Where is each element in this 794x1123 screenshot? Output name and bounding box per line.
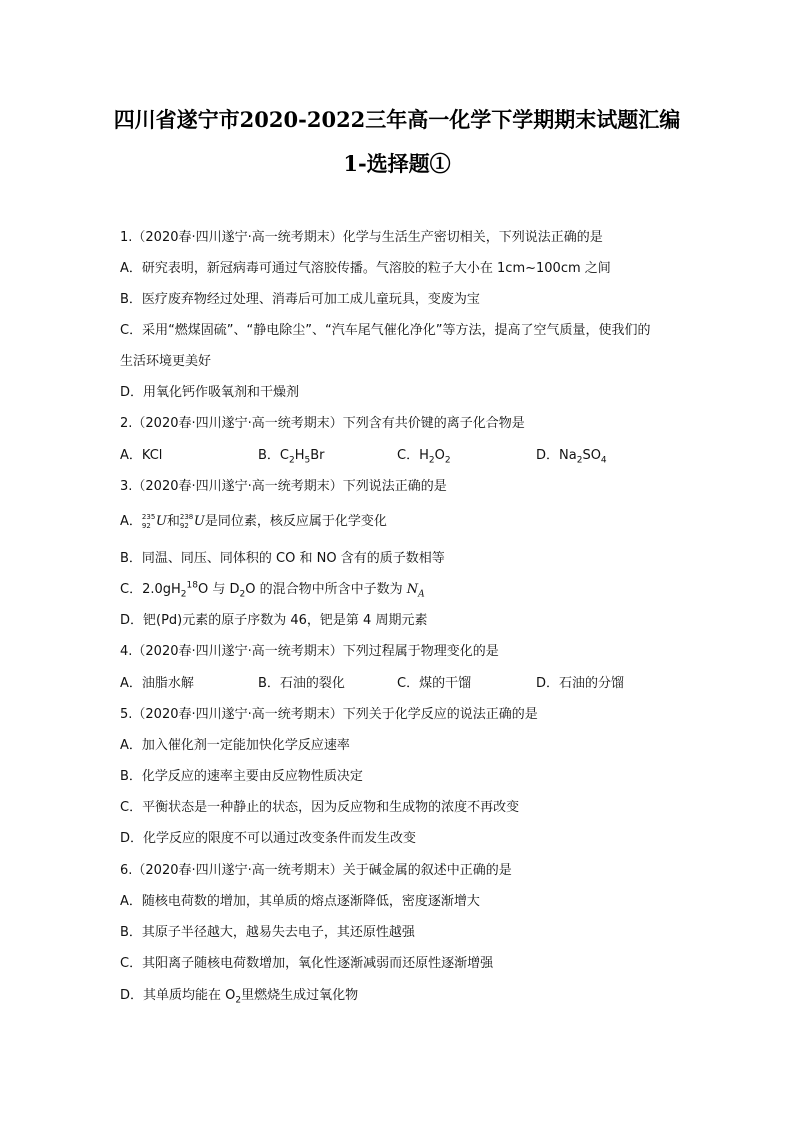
q1-option-b: B．医疗废弃物经过处理、消毒后可加工成儿童玩具，变废为宝 [120, 292, 480, 307]
q2-option-b: B．$C_2H_5Br$ [258, 448, 325, 466]
q3-option-c: C．$2.0gH_2^{18}O$ 与 $D_2O$ 的混合物中所含中子数为 $N_A$ [120, 580, 425, 600]
q6-stem: 6.（2020春·四川遂宁·高一统考期末）关于碱金属的叙述中正确的是 [120, 863, 512, 878]
q1-option-a: A．研究表明，新冠病毒可通过气溶胶传播。气溶胶的粒子大小在 1cm~100cm 之间 [120, 261, 611, 276]
q3-option-a: A． 235 92 U和 238 92 U是同位素，核反应属于化学变化 [120, 513, 387, 530]
q3-option-b: B．同温、同压、同体积的 CO 和 NO 含有的质子数相等 [120, 551, 445, 566]
q2-stem: 2.（2020春·四川遂宁·高一统考期末）下列含有共价键的离子化合物是 [120, 416, 525, 431]
q1-stem: 1.（2020春·四川遂宁·高一统考期末）化学与生活生产密切相关，下列说法正确的是 [120, 230, 603, 245]
q5-option-c: C．平衡状态是一种静止的状态，因为反应物和生成物的浓度不再改变 [120, 800, 520, 815]
isotope-u235: 235 92 [141, 513, 156, 530]
q5-stem: 5.（2020春·四川遂宁·高一统考期末）下列关于化学反应的说法正确的是 [120, 707, 538, 722]
q4-option-d: D．石油的分馏 [536, 676, 625, 691]
q1-option-c: C．采用“燃煤固硫”、“静电除尘”、“汽车尾气催化净化”等方法，提高了空气质量，使我们的 [120, 323, 651, 338]
q1-option-c-continued: 生活环境更美好 [120, 354, 212, 369]
q3-stem: 3.（2020春·四川遂宁·高一统考期末）下列说法正确的是 [120, 479, 447, 494]
q5-option-d: D．化学反应的限度不可以通过改变条件而发生改变 [120, 831, 417, 846]
q2-option-d: D．$Na_2SO_4$ [536, 448, 607, 466]
q5-option-b: B．化学反应的速率主要由反应物性质决定 [120, 769, 363, 784]
q3-option-d: D．钯(Pd)元素的原子序数为 46，钯是第 4 周期元素 [120, 613, 428, 628]
q4-option-a: A．油脂水解 [120, 676, 194, 691]
q2-option-a: A．KCl [120, 448, 163, 463]
q1-option-d: D．用氧化钙作吸氧剂和干燥剂 [120, 385, 300, 400]
q6-option-b: B．其原子半径越大，越易失去电子，其还原性越强 [120, 925, 415, 940]
isotope-u238: 238 92 [179, 513, 194, 530]
q6-option-d: D．其单质均能在 $O_2$里燃烧生成过氧化物 [120, 988, 359, 1006]
q6-option-c: C．其阳离子随核电荷数增加，氧化性逐渐减弱而还原性逐渐增强 [120, 956, 494, 971]
q2-option-c: C．$H_2O_2$ [397, 448, 451, 466]
q6-option-a: A．随核电荷数的增加，其单质的熔点逐渐降低，密度逐渐增大 [120, 894, 480, 909]
q4-stem: 4.（2020春·四川遂宁·高一统考期末）下列过程属于物理变化的是 [120, 644, 499, 659]
q4-option-c: C．煤的干馏 [397, 676, 472, 691]
q4-option-b: B．石油的裂化 [258, 676, 345, 691]
document-title: 四川省遂宁市2020-2022三年高一化学下学期期末试题汇编 [113, 107, 681, 132]
q5-option-a: A．加入催化剂一定能加快化学反应速率 [120, 738, 350, 753]
document-subtitle: 1-选择题① [343, 151, 451, 176]
